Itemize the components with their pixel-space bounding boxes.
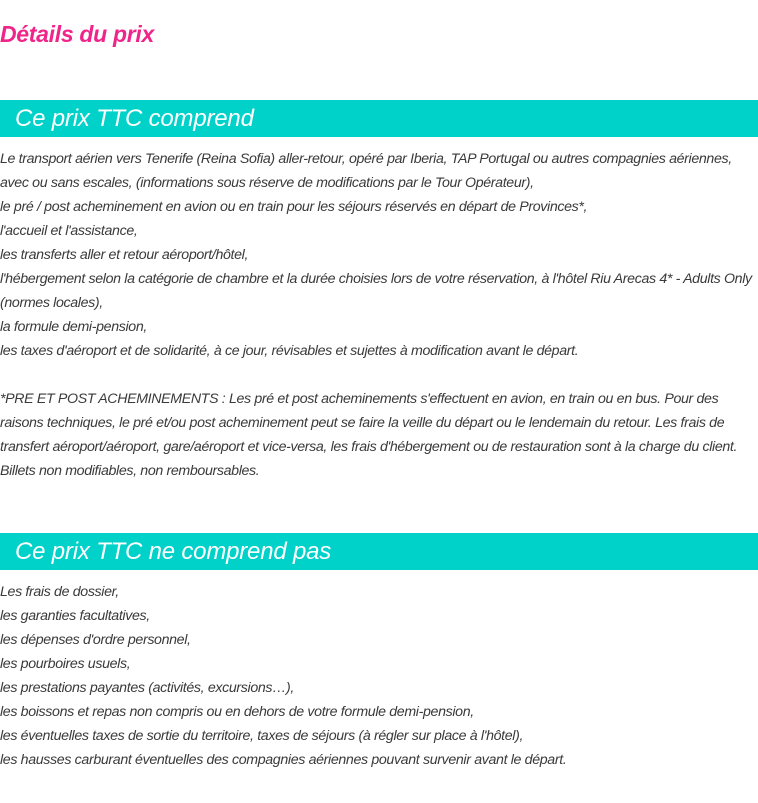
excluded-item: les éventuelles taxes de sortie du territoire, taxes de séjours (à régler sur place à l'hôtel),	[0, 728, 524, 744]
included-section-heading: Ce prix TTC comprend	[15, 105, 254, 132]
included-item: l'accueil et l'assistance,	[0, 223, 138, 239]
excluded-item: les garanties facultatives,	[0, 608, 150, 624]
page-title: Détails du prix	[0, 21, 154, 47]
transfer-note: *PRE ET POST ACHEMINEMENTS : Les pré et post acheminements s'effectuent en avion, en train ou en bus. Pour des raisons techniques, le pré et/ou post acheminement peut se faire la veille du départ ou le lendemain du retour. Les frais de transfert aéroport/aéroport, gare/aéroport et vice-versa, les frais d'hébergement ou de restauration sont à la charge du client. Billets non modifiables, non remboursables.	[0, 391, 738, 479]
excluded-section-banner	[0, 533, 758, 570]
excluded-list	[0, 580, 758, 772]
excluded-item: les prestations payantes (activités, excursions…),	[0, 680, 294, 696]
included-item: l'hébergement selon la catégorie de chambre et la durée choisies lors de votre réservation, à l'hôtel Riu Arecas 4* - Adults Only (normes locales),	[0, 271, 752, 311]
included-item: les transferts aller et retour aéroport/hôtel,	[0, 247, 249, 263]
included-list	[0, 147, 758, 363]
included-section-banner	[0, 100, 758, 137]
excluded-item: les dépenses d'ordre personnel,	[0, 632, 191, 648]
excluded-item: Les frais de dossier,	[0, 584, 119, 600]
included-item: la formule demi-pension,	[0, 319, 147, 335]
excluded-item: les pourboires usuels,	[0, 656, 131, 672]
included-item: Le transport aérien vers Tenerife (Reina Sofia) aller-retour, opéré par Iberia, TAP Portugal ou autres compagnies aériennes, avec ou sans escales, (informations sous réserve de modifications par le Tour Opérateur),	[0, 151, 732, 191]
excluded-item: les hausses carburant éventuelles des compagnies aériennes pouvant survenir avant le départ.	[0, 752, 567, 768]
included-item: le pré / post acheminement en avion ou en train pour les séjours réservés en départ de Provinces*,	[0, 199, 588, 215]
included-item: les taxes d'aéroport et de solidarité, à ce jour, révisables et sujettes à modification avant le départ.	[0, 343, 579, 359]
excluded-section-heading: Ce prix TTC ne comprend pas	[15, 538, 332, 565]
excluded-item: les boissons et repas non compris ou en dehors de votre formule demi-pension,	[0, 704, 474, 720]
